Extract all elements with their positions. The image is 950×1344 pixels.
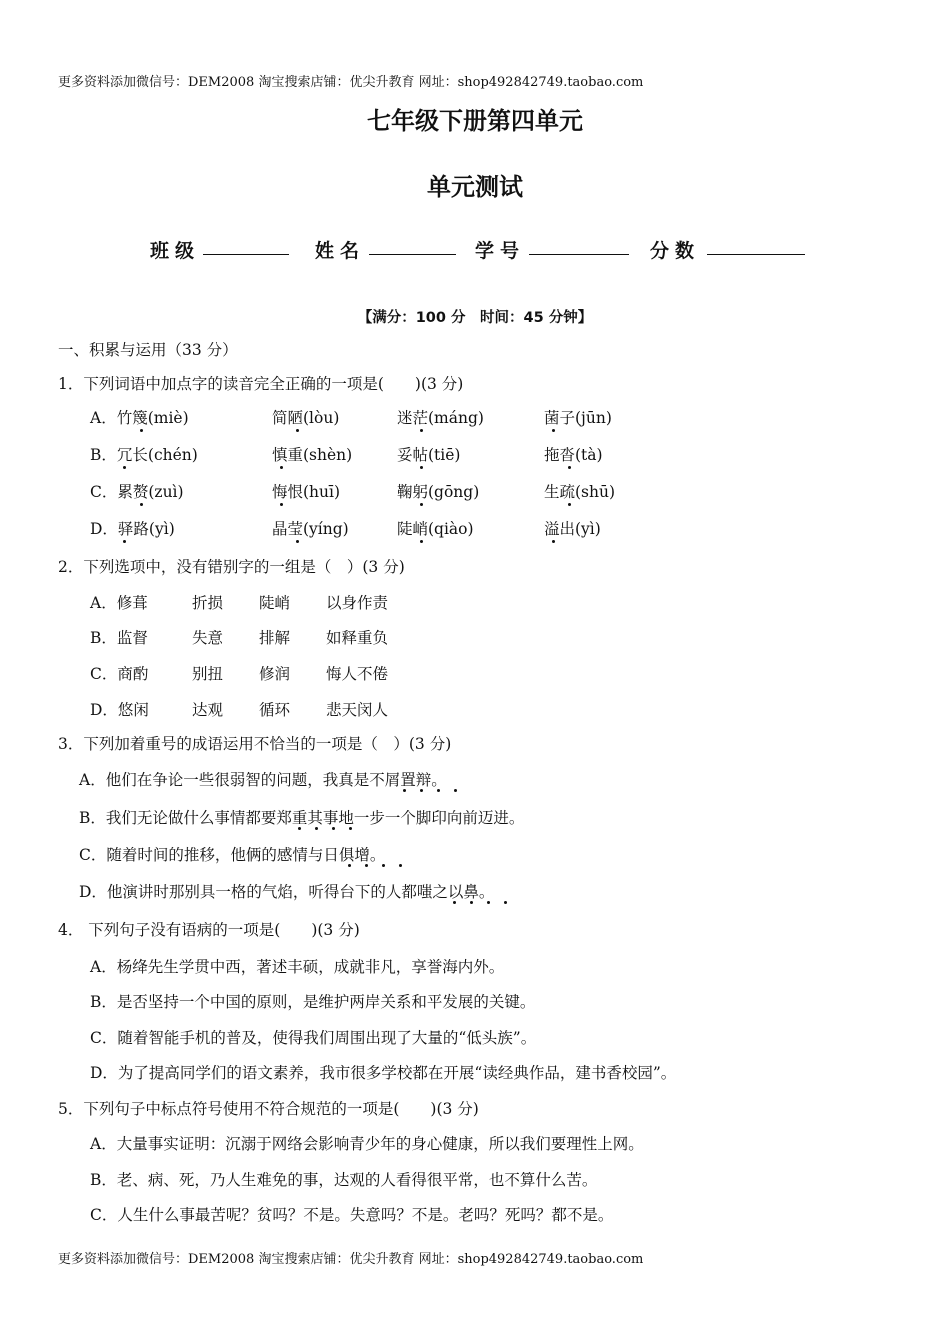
emphasis-dot — [399, 864, 402, 867]
q1-a-1: A．竹篾(miè) — [90, 409, 189, 427]
q2-c-1: C．商酌 — [90, 665, 149, 683]
q5-option-c[interactable]: C．人生什么事最苦呢？贫吗？不是。失意吗？不是。老吗？死吗？都不是。 — [90, 1206, 614, 1224]
emphasis-dot — [298, 827, 301, 830]
section-heading: 一、积累与运用（33 分） — [58, 341, 238, 359]
label-score: 分数 — [650, 240, 701, 262]
q2-b-4: 如释重负 — [326, 629, 389, 647]
q2-a-2: 折损 — [192, 594, 224, 612]
q5-stem: 5．下列句子中标点符号使用不符合规范的一项是( )(3 分) — [58, 1100, 479, 1118]
q2-stem: 2．下列选项中，没有错别字的一组是（ ）(3 分) — [58, 558, 405, 576]
emphasis-dot — [140, 503, 143, 506]
emphasis-dot — [420, 503, 423, 506]
emphasis-dot — [487, 901, 490, 904]
label-class: 班级 — [150, 240, 201, 262]
q5-option-b[interactable]: B．老、病、死，乃人生难免的事，达观的人看得很平常，也不算什么苦。 — [90, 1171, 598, 1189]
emphasis-dot — [470, 901, 473, 904]
q2-b-2: 失意 — [192, 629, 224, 647]
q1-c-3: 鞠躬(gōng) — [397, 483, 480, 501]
q1-a-2: 简陋(lòu) — [272, 409, 340, 427]
emphasis-dot — [552, 540, 555, 543]
emphasis-dot — [123, 466, 126, 469]
blank-name[interactable] — [369, 254, 456, 255]
q1-a-4: 菌子(jūn) — [544, 409, 612, 427]
emphasis-dot — [365, 864, 368, 867]
footer-note: 更多资料添加微信号：DEM2008 淘宝搜索店铺：优尖升教育 网址：shop492842749.taobao.com — [58, 1252, 644, 1267]
q1-b-1: B．冗长(chén) — [90, 446, 198, 464]
emphasis-dot — [280, 466, 283, 469]
emphasis-dot — [296, 429, 299, 432]
q5-option-a[interactable]: A．大量事实证明：沉溺于网络会影响青少年的身心健康，所以我们要理性上网。 — [90, 1135, 644, 1153]
q2-d-3: 循环 — [259, 701, 291, 719]
q2-d-2: 达观 — [192, 701, 224, 719]
emphasis-dot — [420, 789, 423, 792]
q1-b-4: 拖沓(tà) — [544, 446, 603, 464]
label-number: 学号 — [475, 240, 526, 262]
q1-a-3: 迷茫(máng) — [397, 409, 484, 427]
label-name: 姓名 — [315, 240, 366, 262]
emphasis-dot — [420, 429, 423, 432]
emphasis-dot — [315, 827, 318, 830]
emphasis-dot — [382, 864, 385, 867]
emphasis-dot — [348, 864, 351, 867]
q4-stem: 4． 下列句子没有语病的一项是( )(3 分) — [58, 921, 360, 939]
emphasis-dot — [420, 540, 423, 543]
emphasis-dot — [296, 540, 299, 543]
emphasis-dot — [420, 466, 423, 469]
emphasis-dot — [437, 789, 440, 792]
q2-c-2: 别扭 — [192, 665, 224, 683]
q1-d-2: 晶莹(yíng) — [272, 520, 349, 538]
emphasis-dot — [280, 503, 283, 506]
q1-stem: 1．下列词语中加点字的读音完全正确的一项是( )(3 分) — [58, 375, 464, 393]
q1-c-1: C．累赘(zuì) — [90, 483, 184, 501]
emphasis-dot — [349, 827, 352, 830]
q2-b-1: B．监督 — [90, 629, 148, 647]
blank-number[interactable] — [529, 254, 629, 255]
exam-meta: 【满分：100 分 时间：45 分钟】 — [357, 310, 593, 326]
emphasis-dot — [123, 540, 126, 543]
emphasis-dot — [453, 901, 456, 904]
page-subtitle: 单元测试 — [427, 173, 523, 201]
header-note: 更多资料添加微信号：DEM2008 淘宝搜索店铺：优尖升教育 网址：shop492842749.taobao.com — [58, 75, 644, 90]
q1-c-4: 生疏(shū) — [544, 483, 616, 501]
q4-option-c[interactable]: C．随着智能手机的普及，使得我们周围出现了大量的“低头族”。 — [90, 1029, 537, 1047]
q2-a-1: A．修葺 — [90, 594, 148, 612]
q4-option-b[interactable]: B．是否坚持一个中国的原则，是维护两岸关系和平发展的关键。 — [90, 993, 536, 1011]
q3-option-c[interactable]: C．随着时间的推移，他俩的感情与日俱增。 — [79, 846, 386, 864]
emphasis-dot — [568, 466, 571, 469]
q1-b-2: 慎重(shèn) — [272, 446, 353, 464]
q2-c-4: 悔人不倦 — [326, 665, 389, 683]
blank-score[interactable] — [707, 254, 805, 255]
q4-option-a[interactable]: A．杨绛先生学贯中西，著述丰硕，成就非凡，享誉海内外。 — [90, 958, 505, 976]
q1-b-3: 妥帖(tiē) — [397, 446, 461, 464]
q1-c-2: 悔恨(huī) — [272, 483, 341, 501]
emphasis-dot — [403, 789, 406, 792]
q1-d-1: D．驿路(yì) — [90, 520, 175, 538]
emphasis-dot — [568, 503, 571, 506]
page-title: 七年级下册第四单元 — [367, 107, 583, 135]
q2-d-1: D．悠闲 — [90, 701, 149, 719]
q3-stem: 3．下列加着重号的成语运用不恰当的一项是（ ）(3 分) — [58, 735, 452, 753]
q2-c-3: 修润 — [259, 665, 291, 683]
q2-b-3: 排解 — [259, 629, 291, 647]
emphasis-dot — [504, 901, 507, 904]
q4-option-d[interactable]: D．为了提高同学们的语文素养，我市很多学校都在开展“读经典作品，建书香校园”。 — [90, 1064, 677, 1082]
q3-option-d[interactable]: D．他演讲时那别具一格的气焰，听得台下的人都嗤之以鼻。 — [79, 883, 495, 901]
q2-d-4: 悲天闵人 — [326, 701, 389, 719]
q1-d-4: 溢出(yì) — [544, 520, 601, 538]
q2-a-4: 以身作责 — [326, 594, 389, 612]
emphasis-dot — [552, 429, 555, 432]
blank-class[interactable] — [203, 254, 289, 255]
emphasis-dot — [140, 429, 143, 432]
emphasis-dot — [332, 827, 335, 830]
q3-option-b[interactable]: B．我们无论做什么事情都要郑重其事地一步一个脚印向前迈进。 — [79, 809, 525, 827]
emphasis-dot — [454, 789, 457, 792]
q1-d-3: 陡峭(qiào) — [397, 520, 474, 538]
q2-a-3: 陡峭 — [259, 594, 291, 612]
q3-option-a[interactable]: A．他们在争论一些很弱智的问题，我真是不屑置辩。 — [79, 771, 447, 789]
